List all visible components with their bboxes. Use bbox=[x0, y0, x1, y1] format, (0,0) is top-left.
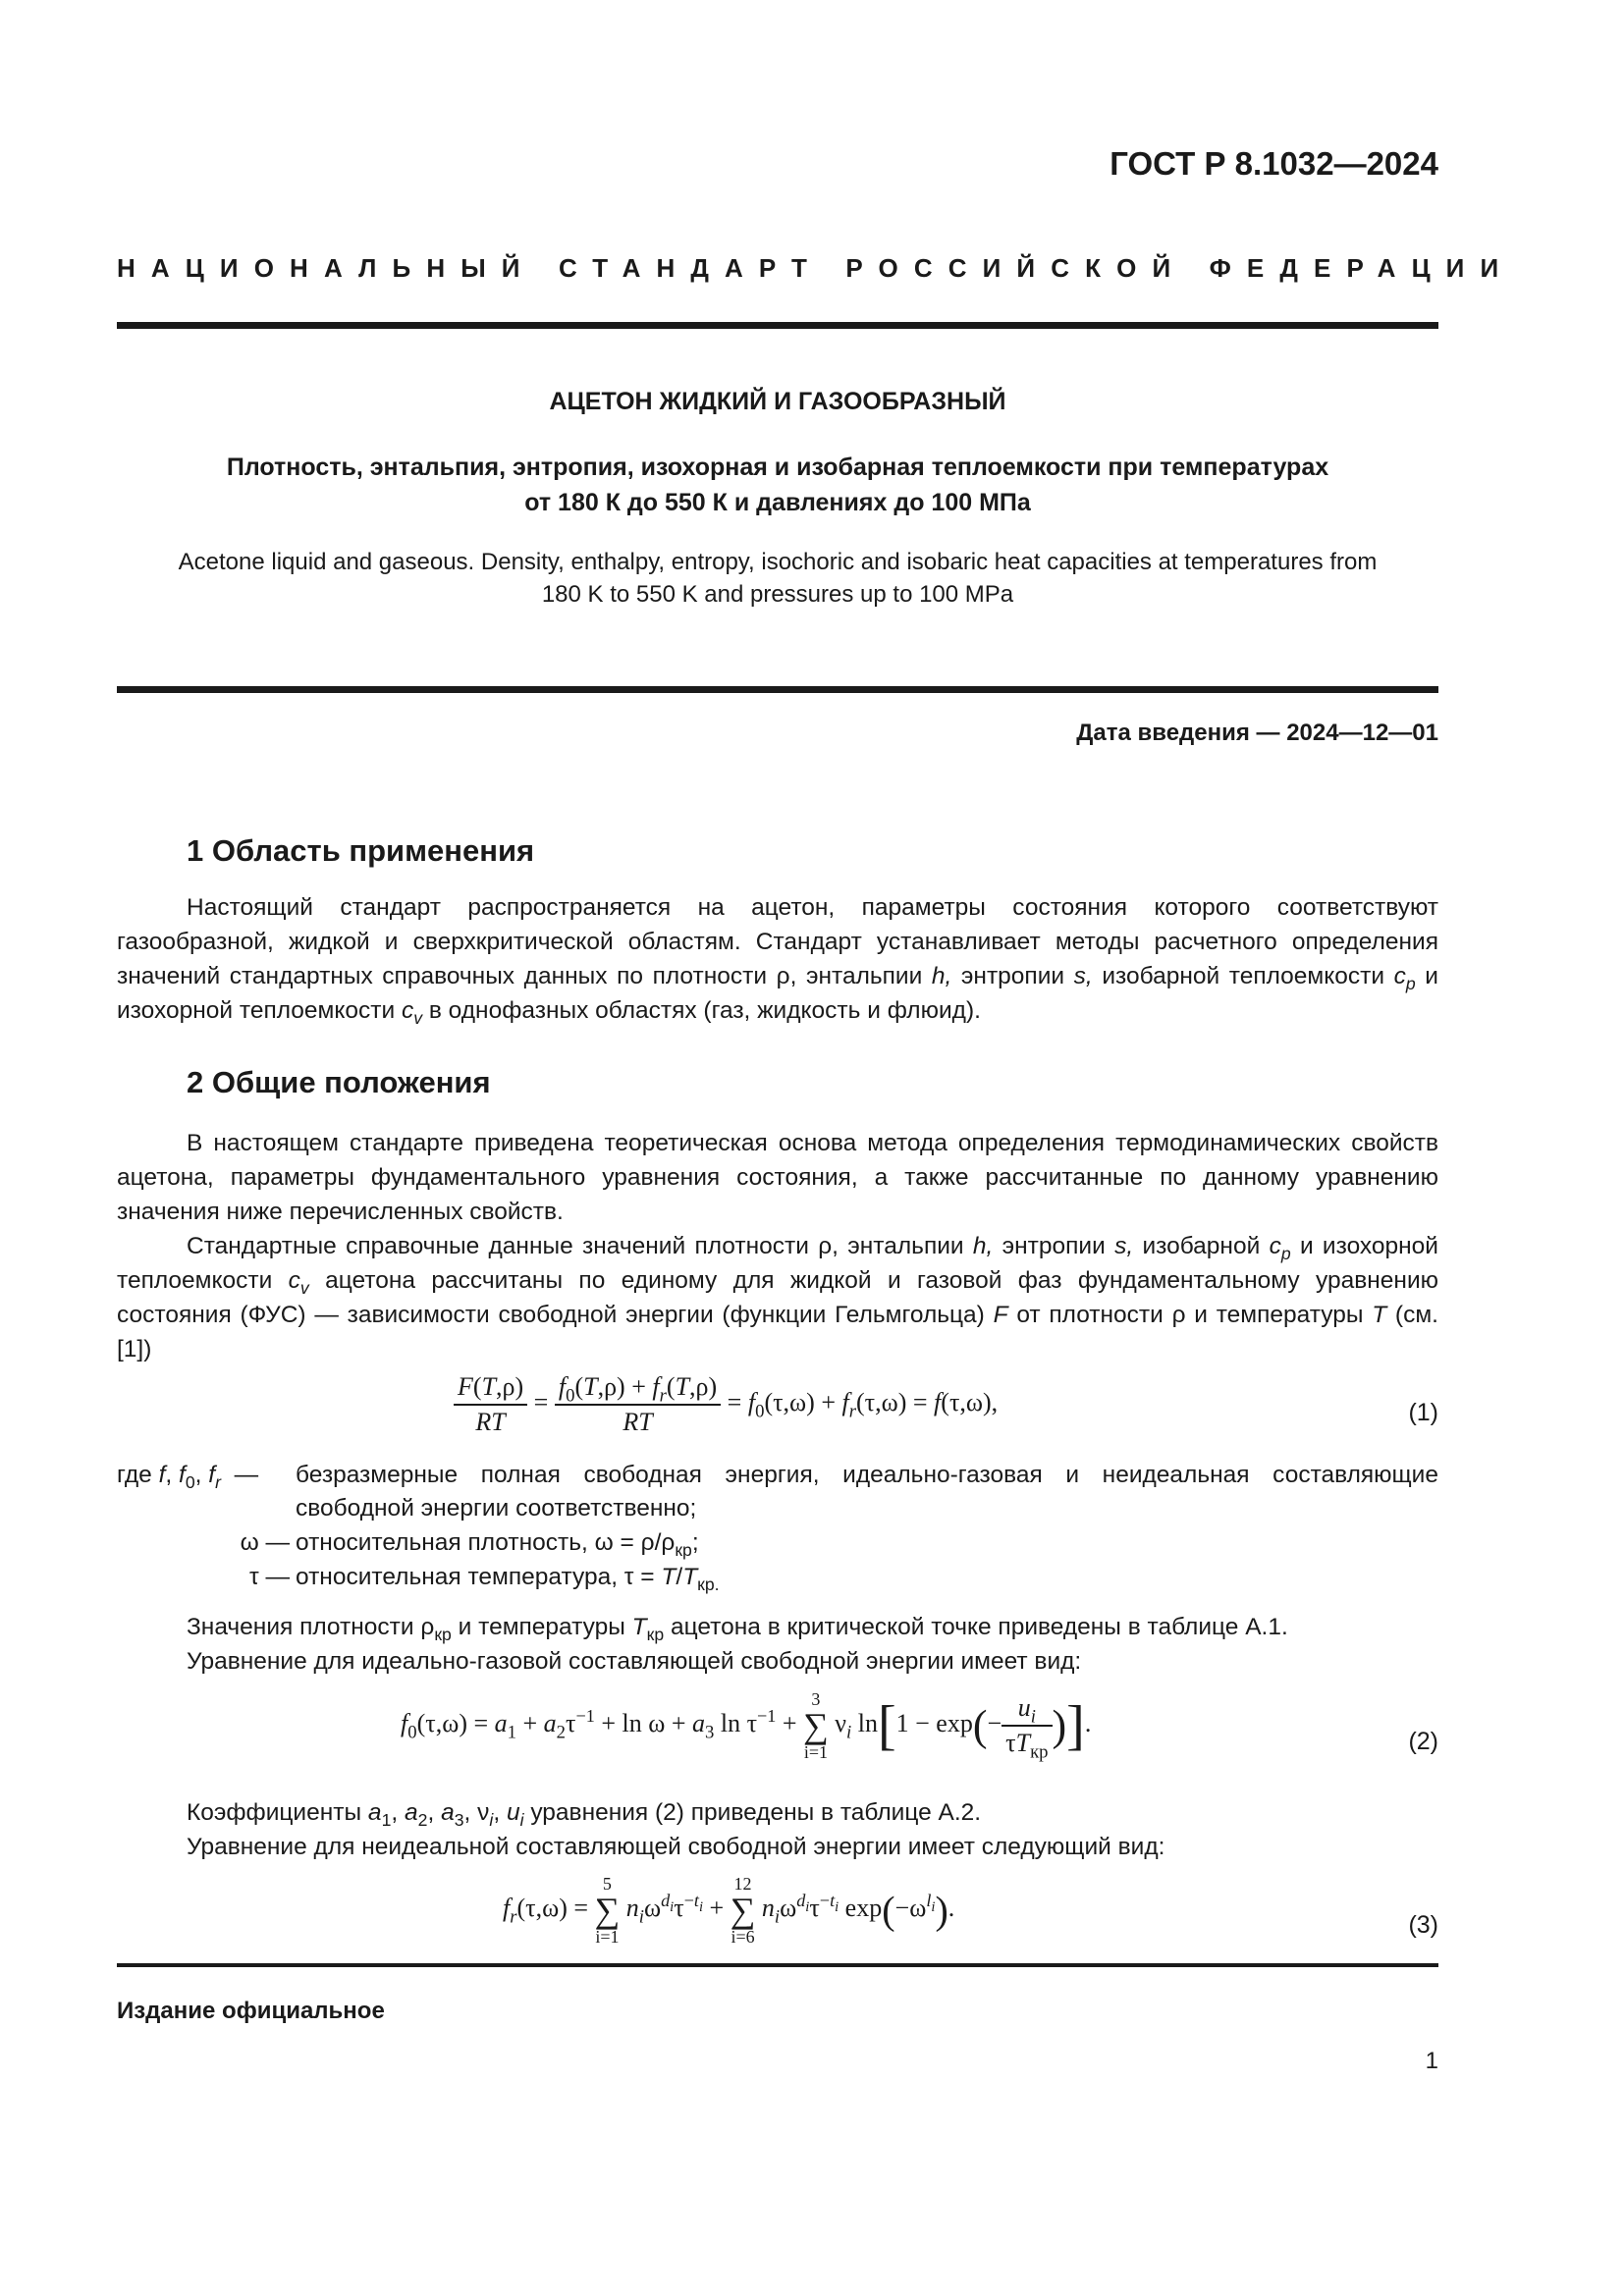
official-edition-label: Издание официальное bbox=[117, 1998, 385, 2024]
section-2-heading: 2 Общие положения bbox=[187, 1065, 491, 1099]
title-ru: АЦЕТОН ЖИДКИЙ И ГАЗООБРАЗНЫЙ bbox=[549, 388, 1006, 415]
equation-2: $f_0(\tau,\omega) = a_1 + a_2\tau^{-1} + \ln \omega + a_3$ $\ln \tau^{-1}$ + 3 ∑ i=1 $\nu_i$ ln[1 − exp(− $\frac{u_i}{\tau T_{кр}}$ )]. bbox=[401, 1689, 1092, 1763]
subtitle-ru-line1: Плотность, энтальпия, энтропия, изохорная и изобарная теплоемкости при температурах bbox=[226, 454, 1329, 481]
subtitle-ru-line2: от 180 К до 550 К и давлениях до 100 МПа bbox=[524, 489, 1031, 516]
equation-2-number: (2) bbox=[1408, 1728, 1438, 1755]
header-rule bbox=[117, 322, 1438, 329]
title-rule bbox=[117, 686, 1438, 693]
section-1-paragraph: Настоящий стандарт распространяется на ацетон, параметры состояния которого соответствуют газообразной, жидкой и сверхкритической областям. Стандарт устанавливает методы расчетного определения значений стандартных справочных данных по плотности ρ, энтальпии h, энтропии s, изобарной теплоемкости $c_p$ и изохорной теплоемкости $c_v$ в однофазных областях (газ, жидкость и флюид). bbox=[117, 894, 1438, 1029]
eq1-fraction-left: $\frac{F(T,\rho)}{RT}$ bbox=[454, 1372, 527, 1437]
def-desc-tau: относительная температура, $\tau = T/T_{кр.}$ bbox=[296, 1564, 720, 1595]
section-2-paragraph-1: В настоящем стандарте приведена теоретическая основа метода определения термодинамических свойств ацетона, параметры фундаментального уравнения состояния, а также рассчитанные по данному уравнению значения ниже перечисленных свойств. bbox=[117, 1130, 1438, 1225]
section-1-heading: 1 Область применения bbox=[187, 833, 535, 868]
def-term-tau: τ — bbox=[249, 1564, 290, 1590]
page-number: 1 bbox=[1425, 2048, 1438, 2074]
def-term-f: где f, $f_0$, $f_r$ — bbox=[117, 1462, 259, 1493]
national-standard-banner: НАЦИОНАЛЬНЫЙ СТАНДАРТ РОССИЙСКОЙ ФЕДЕРАЦИИ bbox=[117, 253, 1515, 283]
footer-rule bbox=[117, 1963, 1438, 1967]
equation-3-number: (3) bbox=[1408, 1911, 1438, 1939]
standard-number: ГОСТ Р 8.1032—2024 bbox=[1110, 145, 1438, 182]
equation-1: $\frac{F(T,\rho)}{RT}$ = $\frac{f_0(T,\rho) + f_r(T,\rho)}{RT}$ = $f_0(\tau,\omega) + f_r(\tau,\omega) = f(\tau,\omega)$, bbox=[454, 1372, 998, 1437]
subtitle-ru bbox=[117, 450, 1438, 520]
eq2-sum: 3 ∑ i=1 bbox=[803, 1689, 829, 1762]
equation-1-number: (1) bbox=[1408, 1399, 1438, 1426]
section-2-paragraph-4: Уравнение для идеально-газовой составляющей свободной энергии имеет вид: bbox=[187, 1648, 1082, 1675]
section-2-paragraph-5: Коэффициенты $a_1$, $a_2$, $a_3$, $\nu_i$, $u_i$ уравнения (2) приведены в таблице А.2. bbox=[187, 1799, 982, 1831]
introduction-date: Дата введения — 2024—12—01 bbox=[1076, 720, 1438, 746]
eq1-fraction-right: $\frac{f_0(T,\rho) + f_r(T,\rho)}{RT}$ bbox=[555, 1372, 721, 1437]
def-term-omega: ω — bbox=[240, 1529, 290, 1556]
section-2-paragraph-6: Уравнение для неидеальной составляющей свободной энергии имеет следующий вид: bbox=[187, 1834, 1165, 1860]
eq3-sum-1: 5 ∑ i=1 bbox=[594, 1874, 621, 1947]
def-desc-f: безразмерные полная свободная энергия, идеально-газовая и неидеальная составляющие свободной энергии соответственно; bbox=[296, 1462, 1438, 1522]
title-en-line2: 180 K to 550 K and pressures up to 100 MPa bbox=[541, 581, 1014, 608]
eq3-sum-2: 12 ∑ i=6 bbox=[730, 1874, 756, 1947]
equation-3: $f_r(\tau,\omega)$ = 5 ∑ i=1 $n_i\omega^{d_i}\tau^{-t_i}$ + 12 ∑ i=6 $n_i\omega^{d_i}\tau^{-t_i}$ $\exp(-\omega^{l_i})$. bbox=[503, 1874, 955, 1947]
title-en-line1: Acetone liquid and gaseous. Density, enthalpy, entropy, isochoric and isobaric heat capacities at temperatures from bbox=[178, 549, 1378, 575]
title-en bbox=[117, 546, 1438, 611]
section-2-paragraph-3: Значения плотности $\rho_{кр}$ и температуры $T_{кр}$ ацетона в критической точке приведены в таблице А.1. bbox=[187, 1614, 1288, 1645]
def-desc-omega: относительная плотность, $\omega = \rho/\rho_{кр}$; bbox=[296, 1529, 699, 1561]
section-2-paragraph-2: Стандартные справочные данные значений плотности ρ, энтальпии h, энтропии s, изобарной $c_p$ и изохорной теплоемкости $c_v$ ацетона рассчитаны по единому для жидкой и газовой фаз фундаментальному уравнению состояния (ФУС) — зависимости свободной энергии (функции Гельмгольца) F от плотности ρ и температуры T (см. [1]) bbox=[117, 1233, 1439, 1362]
definitions-list bbox=[117, 1459, 1438, 1606]
